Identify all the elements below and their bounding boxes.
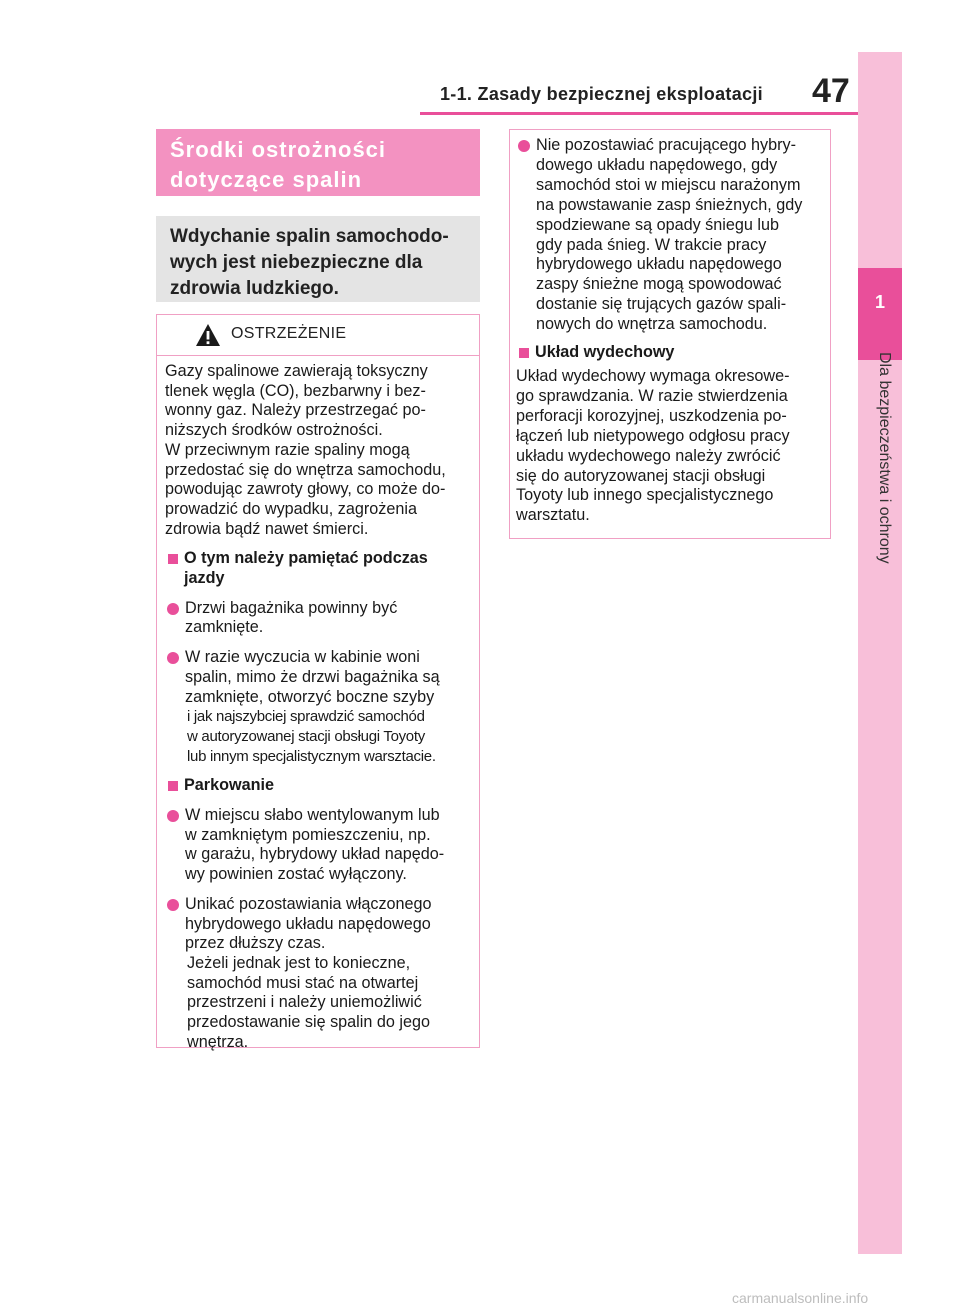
- driving-heading: [165, 549, 471, 588]
- intro-text: Wdychanie spalin samochodo- wych jest niebezpieczne dla zdrowia ludzkiego.: [170, 226, 449, 299]
- list-item: [516, 136, 822, 335]
- warning-header: [157, 315, 479, 356]
- round-bullet-icon: [167, 899, 179, 911]
- bullet-text: W miejscu słabo wentylowanym lub w zamkniętym pomieszczeniu, np. w garażu, hybrydowy układ napędo- wy powinien zostać wyłączony.: [185, 806, 445, 884]
- chapter-side-tab: [858, 52, 902, 1254]
- intro-box: [156, 216, 480, 302]
- parking-heading: [165, 776, 471, 796]
- exhaust-heading-text: Układ wydechowy: [535, 343, 675, 362]
- chapter-title: Dla bezpieczeństwa i ochrony: [876, 352, 893, 564]
- section-title: [156, 129, 480, 196]
- list-item: [165, 599, 471, 638]
- warning-box-continued: [509, 129, 831, 539]
- bullet-text: Drzwi bagażnika powinny być zamknięte.: [185, 598, 398, 637]
- exhaust-text: Układ wydechowy wymaga okresowe- go sprawdzania. W razie stwierdzenia perforacji korozyjnej, uszkodzenia po- łączeń lub nietypowego odgłosu pracy układu wydechowego należy zwrócić się do autoryzowanej stacji obsługi Toyoty lub innego specjalistycznego warsztatu.: [516, 366, 790, 525]
- warning-triangle-icon: [195, 323, 221, 347]
- warning-label: OSTRZEŻENIE: [231, 325, 347, 342]
- running-header: 1-1. Zasady bezpiecznej eksploatacji: [440, 84, 763, 104]
- section-title-text: Środki ostrożności dotyczące spalin: [170, 137, 387, 192]
- bullet-continuation: i jak najszybciej sprawdzić samochód w autoryzowanej stacji obsługi Toyoty lub innym specjalistycznym warsztacie.: [187, 708, 436, 765]
- round-bullet-icon: [167, 603, 179, 615]
- bullet-continuation: Jeżeli jednak jest to konieczne, samochód musi stać na otwartej przestrzeni i należy uniemożliwić przedostawanie się spalin do jego wnętrza.: [187, 953, 430, 1051]
- square-bullet-icon: [519, 348, 529, 358]
- warning-text: Gazy spalinowe zawierają toksyczny tlenek węgla (CO), bezbarwny i bez- wonny gaz. Należy przestrzegać po- niższych środków ostrożności. W przeciwnym razie spaliny mogą przedostać się do wnętrza samochodu, powodując zawroty głowy, co może do- prowadzić do wypadku, zagrożenia zdrowia bądź nawet śmierci.: [165, 362, 446, 538]
- chapter-number: 1: [874, 292, 885, 312]
- chapter-tab-marker: [858, 268, 902, 360]
- list-item: [165, 895, 471, 954]
- square-bullet-icon: [168, 554, 178, 564]
- list-item: [165, 806, 471, 885]
- round-bullet-icon: [518, 140, 530, 152]
- driving-heading-text: O tym należy pamiętać podczas jazdy: [184, 549, 428, 588]
- watermark: carmanualsonline.info: [732, 1290, 869, 1306]
- list-item: [165, 648, 471, 707]
- page-number: 47: [812, 72, 850, 110]
- parking-heading-text: Parkowanie: [184, 776, 274, 795]
- bullet-text: W razie wyczucia w kabinie woni spalin, mimo że drzwi bagażnika są zamknięte, otworzyć boczne szyby: [185, 648, 440, 706]
- round-bullet-icon: [167, 810, 179, 822]
- exhaust-heading: [516, 343, 822, 363]
- header-rule: [420, 112, 858, 115]
- warning-body: [157, 356, 479, 1053]
- warning-box: [156, 314, 480, 1051]
- round-bullet-icon: [167, 652, 179, 664]
- bullet-text: Nie pozostawiać pracującego hybry- dowego układu napędowego, gdy samochód stoi w miejscu narażonym na powstawanie zasp śnieżnych, gdy spodziewane są opady śniegu lub gdy pada śnieg. W trakcie pracy hybrydowego układu napędowego zaspy śnieżne mogą spowodować dostanie się trujących gazów spali- nowych do wnętrza samochodu.: [536, 136, 803, 334]
- square-bullet-icon: [168, 781, 178, 791]
- bullet-text: Unikać pozostawiania włączonego hybrydowego układu napędowego przez dłuższy czas.: [185, 894, 432, 953]
